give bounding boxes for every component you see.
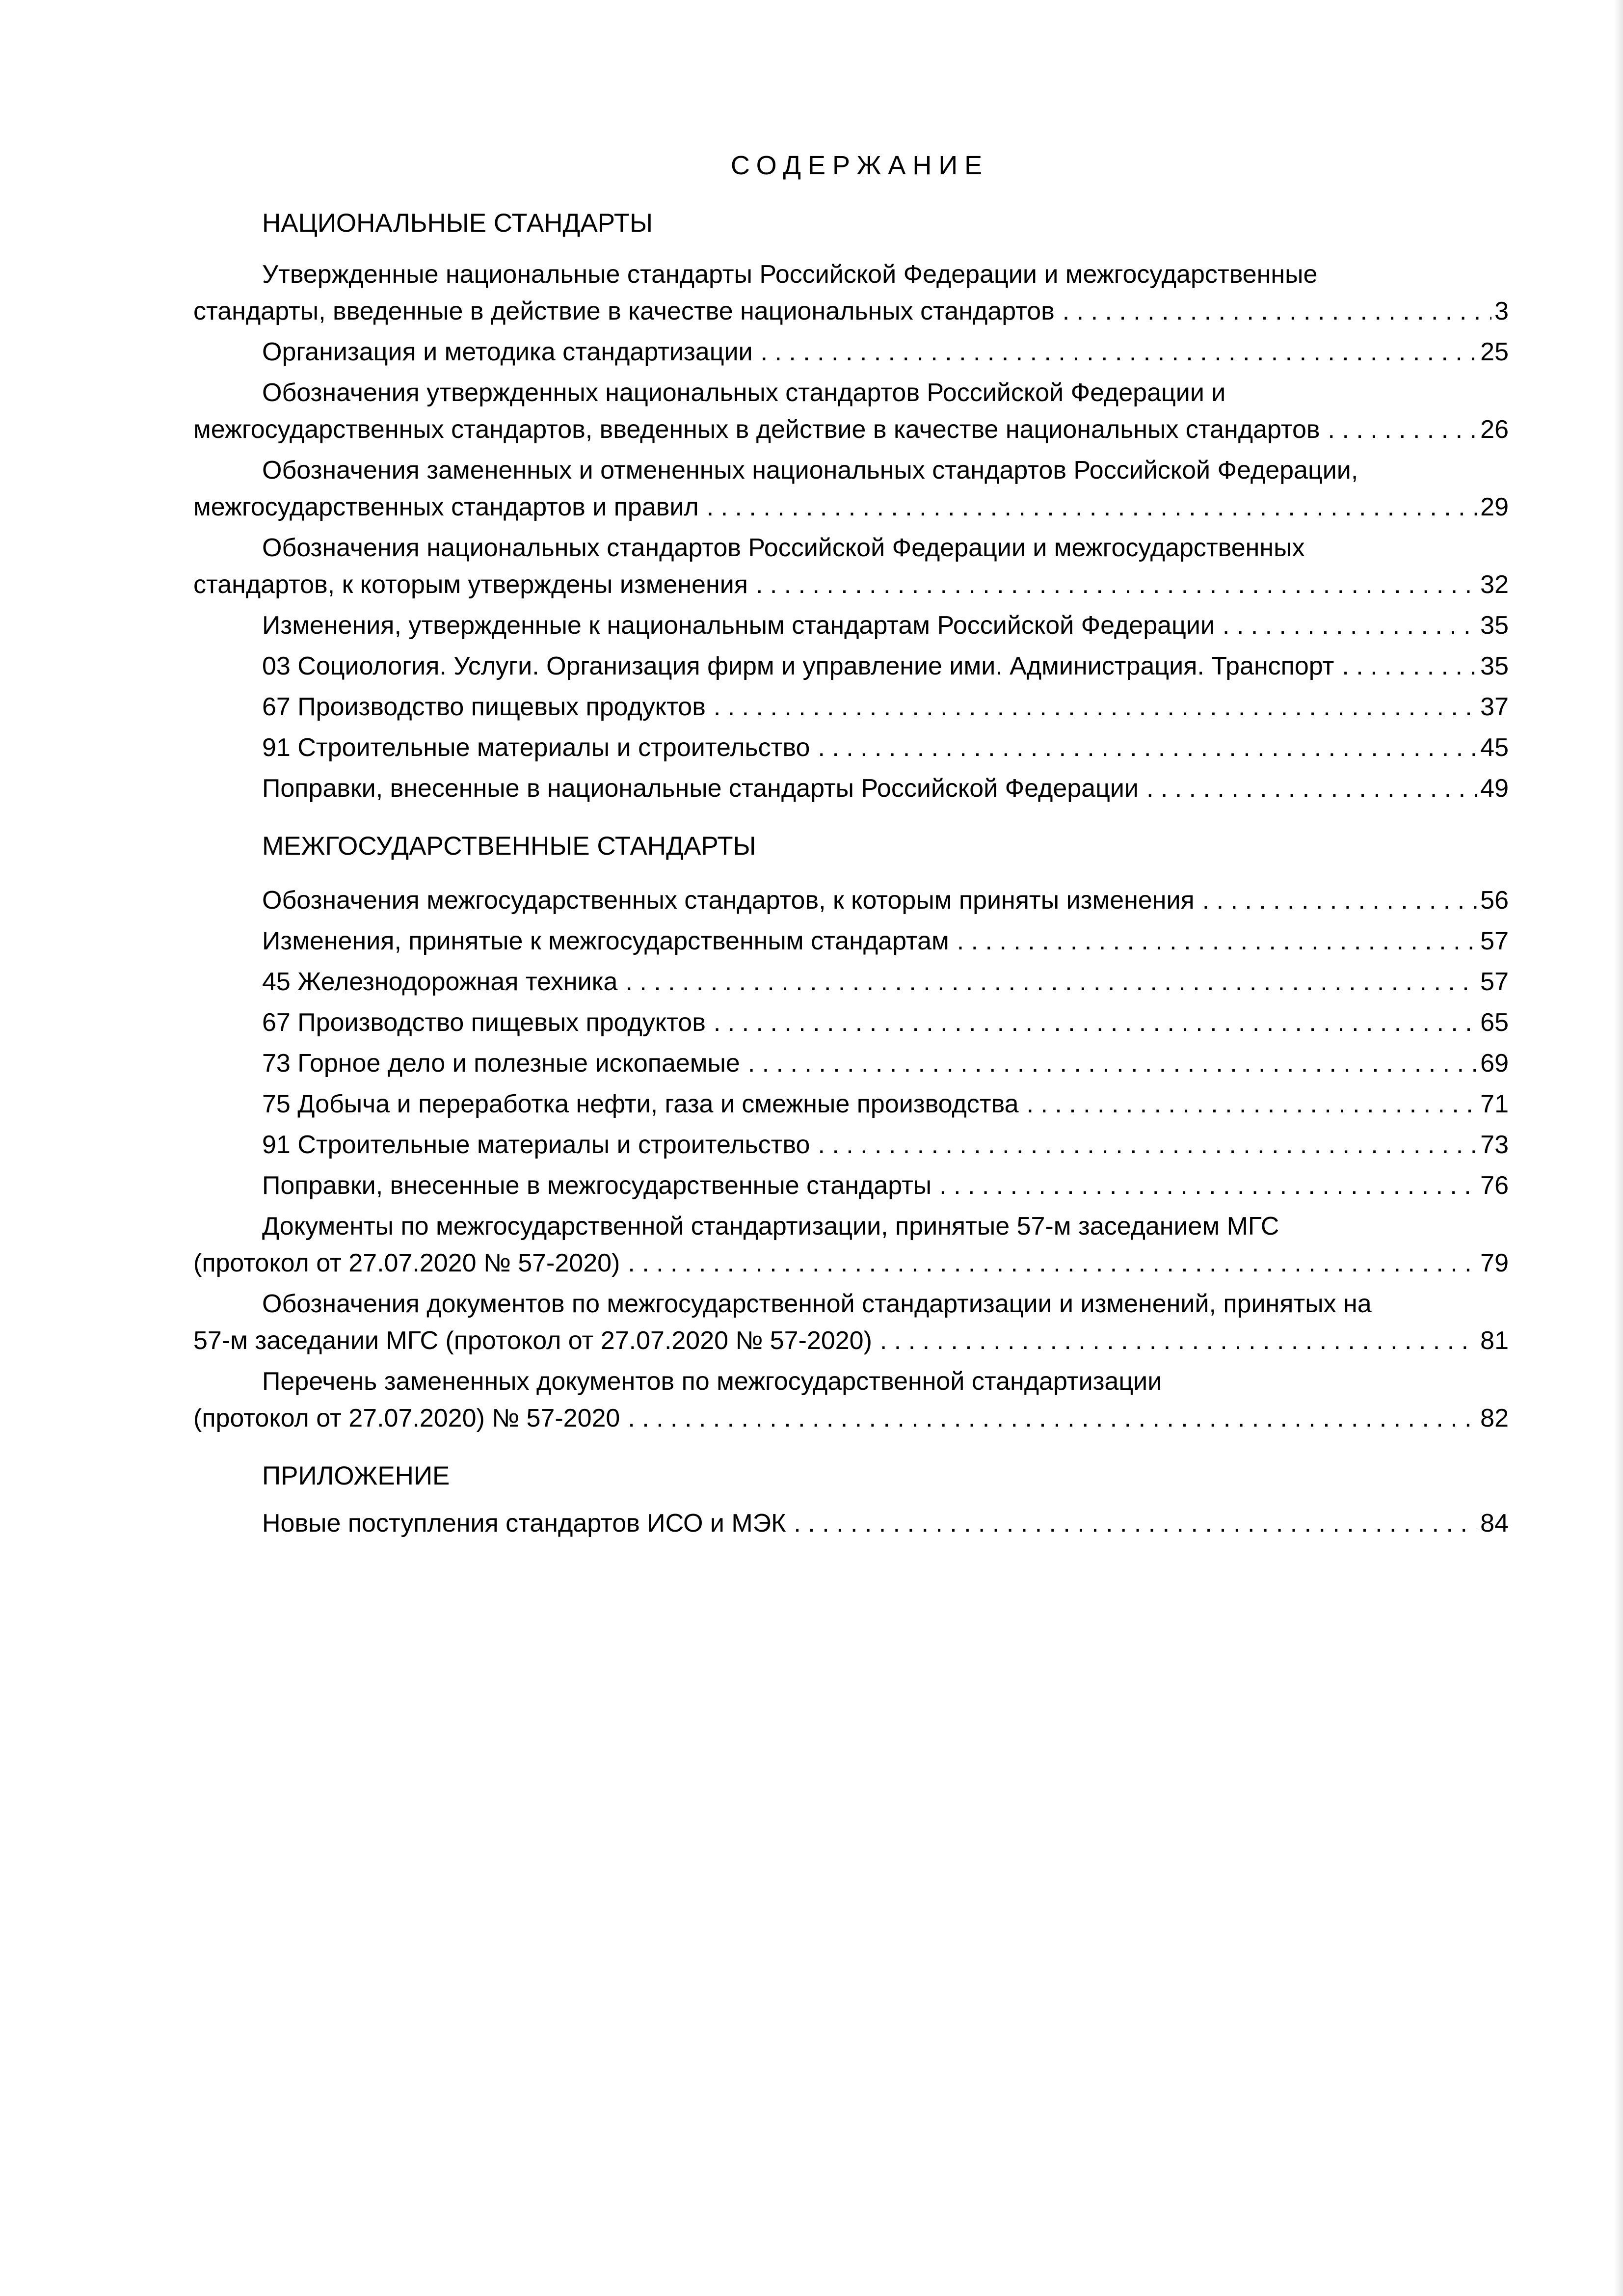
- dot-leader: [1063, 293, 1491, 330]
- toc-entry-text: стандартов, к которым утверждены изменения: [193, 570, 748, 599]
- toc-entry-line: [193, 334, 1509, 371]
- toc-entry-line: [193, 1505, 1509, 1542]
- toc-entry[interactable]: [193, 1045, 1509, 1082]
- toc-entry[interactable]: [193, 256, 1509, 330]
- toc-page-number: 84: [1480, 1509, 1509, 1538]
- toc-entry[interactable]: [193, 770, 1509, 807]
- dot-leader: [1027, 1086, 1478, 1123]
- toc-entry-line: [193, 1045, 1509, 1082]
- section-heading: ПРИЛОЖЕНИЕ: [262, 1461, 450, 1490]
- toc-entry-line: [193, 923, 1509, 960]
- toc-entry[interactable]: [193, 923, 1509, 960]
- section-heading: НАЦИОНАЛЬНЫЕ СТАНДАРТЫ: [262, 209, 653, 238]
- toc-entry-text: 73 Горное дело и полезные ископаемые: [262, 1049, 740, 1078]
- toc-entry-line: [193, 1004, 1509, 1041]
- toc-entry-text: 67 Производство пищевых продуктов: [262, 693, 706, 721]
- dot-leader: [1146, 770, 1477, 807]
- toc-entry-line: [193, 964, 1509, 1000]
- toc-page-number: 71: [1480, 1090, 1509, 1118]
- toc-entry[interactable]: [193, 452, 1509, 526]
- toc-entry-text-line1: Утвержденные национальные стандарты Российской Федерации и межгосударственные: [262, 260, 1318, 289]
- toc-entry-text: Поправки, внесенные в национальные стандарты Российской Федерации: [262, 774, 1139, 803]
- toc-entry[interactable]: [193, 964, 1509, 1000]
- toc-page-number: 69: [1480, 1049, 1509, 1078]
- toc-sections: [193, 205, 1509, 1542]
- toc-entry[interactable]: [193, 530, 1509, 603]
- toc-page-number: 3: [1494, 297, 1509, 325]
- dot-leader: [707, 489, 1477, 526]
- toc-page-number: 26: [1480, 415, 1509, 444]
- toc-entry[interactable]: [193, 1286, 1509, 1359]
- toc-entry[interactable]: [193, 1167, 1509, 1204]
- toc-entry-text: Изменения, утвержденные к национальным стандартам Российской Федерации: [262, 611, 1215, 640]
- toc-entry-line: [193, 489, 1509, 526]
- toc-page-number: 37: [1480, 693, 1509, 721]
- toc-page-number: 29: [1480, 493, 1509, 521]
- toc-entry-text-line1: Обозначения национальных стандартов Российской Федерации и межгосударственных: [262, 534, 1305, 562]
- toc-entry-text: 67 Производство пищевых продуктов: [262, 1008, 706, 1037]
- dot-leader: [1328, 411, 1478, 448]
- toc-entry[interactable]: [193, 1505, 1509, 1542]
- toc-entry[interactable]: [193, 1004, 1509, 1041]
- toc-entry-text: Обозначения межгосударственных стандартов, к которым приняты изменения: [262, 886, 1195, 915]
- toc-entry-line: [193, 1127, 1509, 1163]
- toc-entry-text: Новые поступления стандартов ИСО и МЭК: [262, 1509, 786, 1538]
- toc-entry-line: [193, 411, 1509, 448]
- toc-entry-line: [193, 1400, 1509, 1437]
- toc-entry-text: 75 Добыча и переработка нефти, газа и смежные производства: [262, 1090, 1019, 1118]
- toc-entry[interactable]: [193, 1208, 1509, 1282]
- toc-page-number: 82: [1480, 1404, 1509, 1432]
- toc-entry[interactable]: [193, 882, 1509, 919]
- toc-entry-text-line1: Перечень замененных документов по межгосударственной стандартизации: [262, 1367, 1162, 1396]
- toc-page-number: 57: [1480, 927, 1509, 955]
- toc-entry[interactable]: [193, 1127, 1509, 1163]
- dot-leader: [794, 1505, 1477, 1542]
- toc-entry-line: [193, 770, 1509, 807]
- toc-entry-line: [193, 689, 1509, 726]
- toc-entry-line: [193, 882, 1509, 919]
- toc-entry-line: [193, 567, 1509, 603]
- toc-page-number: 73: [1480, 1131, 1509, 1159]
- dot-leader: [880, 1323, 1477, 1359]
- toc-page-number: 32: [1480, 570, 1509, 599]
- toc-entry-text-line1: Обозначения утвержденных национальных стандартов Российской Федерации и: [262, 378, 1226, 407]
- toc-page-number: 25: [1480, 338, 1509, 366]
- toc-entry-text: Изменения, принятые к межгосударственным стандартам: [262, 927, 949, 955]
- toc-page-number: 35: [1480, 611, 1509, 640]
- dot-leader: [628, 1245, 1477, 1282]
- toc-entry-text: стандарты, введенные в действие в качестве национальных стандартов: [193, 297, 1055, 325]
- toc-page-number: 79: [1480, 1249, 1509, 1277]
- dot-leader: [756, 567, 1477, 603]
- toc-page-number: 45: [1480, 733, 1509, 762]
- toc-entry-text: Поправки, внесенные в межгосударственные стандарты: [262, 1171, 932, 1200]
- dot-leader: [714, 689, 1477, 726]
- section-heading: МЕЖГОСУДАРСТВЕННЫЕ СТАНДАРТЫ: [262, 832, 756, 861]
- toc-entry[interactable]: [193, 1363, 1509, 1437]
- toc-entry[interactable]: [193, 729, 1509, 766]
- dot-leader: [1223, 607, 1477, 644]
- toc-entry-line: [193, 1245, 1509, 1282]
- dot-leader: [761, 334, 1478, 371]
- toc-entry[interactable]: [193, 334, 1509, 371]
- toc-entry[interactable]: [193, 1086, 1509, 1123]
- table-of-contents: [193, 147, 1509, 1546]
- toc-entry-text: (протокол от 27.07.2020) № 57-2020: [193, 1404, 620, 1432]
- toc-title: СОДЕРЖАНИЕ: [730, 151, 989, 180]
- toc-entry-line: [193, 648, 1509, 685]
- toc-entry-text: 45 Железнодорожная техника: [262, 968, 618, 996]
- toc-entry-text: 57-м заседании МГС (протокол от 27.07.2020 № 57-2020): [193, 1326, 872, 1355]
- dot-leader: [1342, 648, 1477, 685]
- toc-entry-line: [193, 607, 1509, 644]
- toc-entry-line: [193, 1167, 1509, 1204]
- toc-entry-text: межгосударственных стандартов, введенных в действие в качестве национальных стандартов: [193, 415, 1320, 444]
- toc-page-number: 49: [1480, 774, 1509, 803]
- toc-entry-text: 91 Строительные материалы и строительство: [262, 1131, 810, 1159]
- toc-entry-text-line1: Документы по межгосударственной стандартизации, принятые 57-м заседанием МГС: [262, 1212, 1279, 1241]
- toc-page-number: 65: [1480, 1008, 1509, 1037]
- toc-page-number: 76: [1480, 1171, 1509, 1200]
- page-edge-shadow: [1614, 0, 1623, 2296]
- toc-entry-text-line1: Обозначения документов по межгосударственной стандартизации и изменений, принятых на: [262, 1290, 1372, 1318]
- toc-entry-text: (протокол от 27.07.2020 № 57-2020): [193, 1249, 620, 1277]
- toc-entry[interactable]: [193, 648, 1509, 685]
- toc-entry-line: [193, 729, 1509, 766]
- toc-entry-line: [193, 1323, 1509, 1359]
- dot-leader: [939, 1167, 1477, 1204]
- toc-entry-text: 91 Строительные материалы и строительство: [262, 733, 810, 762]
- toc-entry[interactable]: [193, 607, 1509, 644]
- toc-page-number: 57: [1480, 968, 1509, 996]
- dot-leader: [748, 1045, 1477, 1082]
- dot-leader: [1202, 882, 1477, 919]
- dot-leader: [818, 1127, 1477, 1163]
- dot-leader: [625, 964, 1477, 1000]
- toc-page-number: 56: [1480, 886, 1509, 915]
- toc-entry[interactable]: [193, 689, 1509, 726]
- dot-leader: [628, 1400, 1477, 1437]
- dot-leader: [957, 923, 1477, 960]
- dot-leader: [818, 729, 1477, 766]
- dot-leader: [714, 1004, 1477, 1041]
- toc-entry-text: межгосударственных стандартов и правил: [193, 493, 699, 521]
- toc-entry-text: Организация и методика стандартизации: [262, 338, 753, 366]
- toc-entry-text: 03 Социология. Услуги. Организация фирм и управление ими. Администрация. Транспорт: [262, 652, 1334, 680]
- toc-entry-line: [193, 1086, 1509, 1123]
- toc-entry-line: [193, 293, 1509, 330]
- toc-page-number: 35: [1480, 652, 1509, 680]
- toc-entry-text-line1: Обозначения замененных и отмененных национальных стандартов Российской Федерации,: [262, 456, 1358, 485]
- toc-page-number: 81: [1480, 1326, 1509, 1355]
- toc-entry[interactable]: [193, 375, 1509, 448]
